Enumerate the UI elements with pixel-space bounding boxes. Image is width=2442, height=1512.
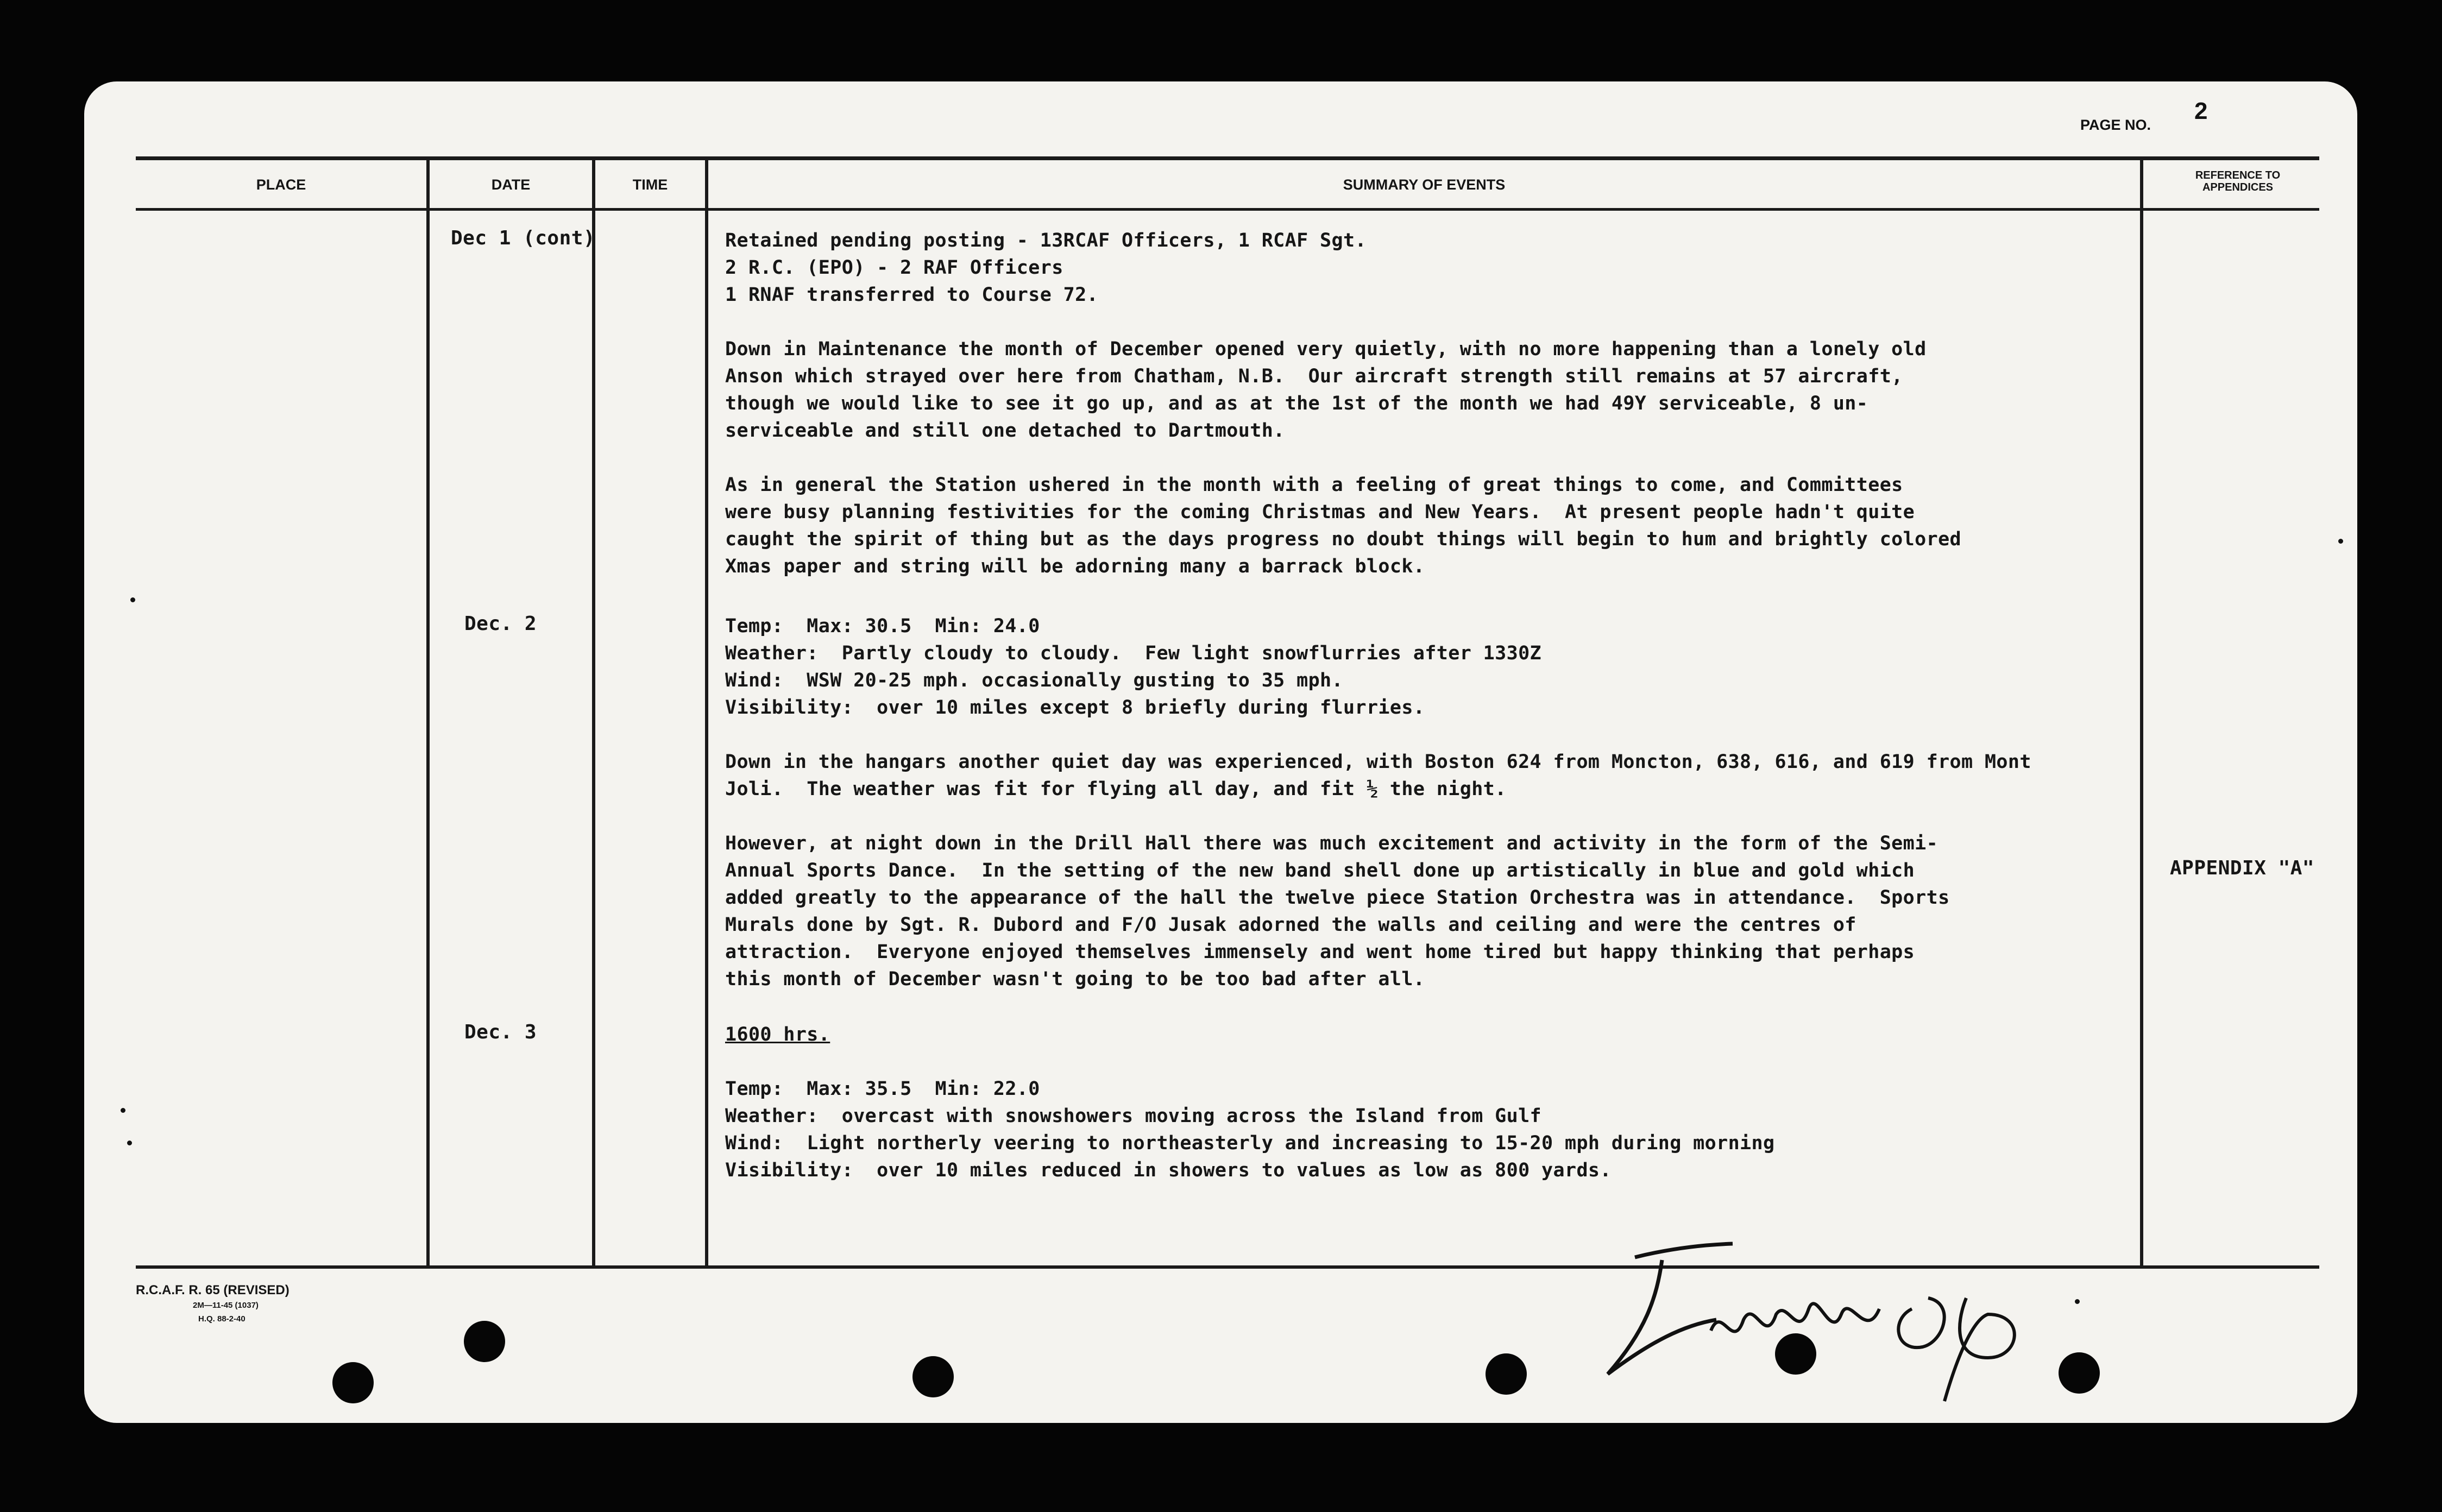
punch-hole <box>1486 1353 1527 1395</box>
summary-line <box>725 721 2164 748</box>
entry-summary <box>725 613 2164 993</box>
blank-line <box>725 1048 2164 1075</box>
signature <box>1575 1238 2118 1423</box>
entry-date: Dec 1 (cont) <box>451 227 596 249</box>
summary-line: Visibility: over 10 miles reduced in showers to values as low as 800 yards. <box>725 1160 1612 1181</box>
speck <box>130 597 135 602</box>
header-rule <box>136 208 2319 211</box>
summary-line: though we would like to see it go up, and as at the 1st of the month we had 49Y serviceable, 8 un- <box>725 393 1868 414</box>
speck <box>2338 539 2343 544</box>
punch-hole <box>2059 1352 2100 1394</box>
page-no-value: 2 <box>2194 98 2208 124</box>
summary-line: serviceable and still one detached to Dartmouth. <box>725 420 1285 442</box>
appendix-reference: APPENDIX "A" <box>2170 857 2315 879</box>
summary-line: Retained pending posting - 13RCAF Officers, 1 RCAF Sgt. <box>725 230 1367 251</box>
top-rule <box>136 156 2319 160</box>
summary-line: attraction. Everyone enjoyed themselves immensely and went home tired but happy thinking that perhaps <box>725 941 1915 963</box>
entry-date: Dec. 2 <box>464 613 537 635</box>
summary-line: However, at night down in the Drill Hall there was much excitement and activity in the form of the Semi- <box>725 833 1939 854</box>
col-divider-place <box>426 159 430 1267</box>
summary-line: this month of December wasn't going to be too bad after all. <box>725 968 1425 990</box>
summary-line: Murals done by Sgt. R. Dubord and F/O Jusak adorned the walls and ceiling and were the centres of <box>725 914 1856 936</box>
time-heading: 1600 hrs. <box>725 1024 830 1045</box>
summary-line: added greatly to the appearance of the hall the twelve piece Station Orchestra was in attendance. Sports <box>725 887 1950 909</box>
speck <box>127 1141 132 1145</box>
summary-line: Weather: overcast with snowshowers moving across the Island from Gulf <box>725 1105 1542 1127</box>
summary-line <box>725 308 2164 336</box>
punch-hole <box>332 1362 374 1403</box>
punch-hole <box>1775 1333 1816 1375</box>
entry-summary <box>725 227 2164 580</box>
speck <box>2075 1299 2080 1304</box>
header-date: DATE <box>491 177 531 193</box>
summary-line <box>725 803 2164 830</box>
header-summary: SUMMARY OF EVENTS <box>1343 177 1506 193</box>
header-place: PLACE <box>256 177 306 193</box>
summary-line: caught the spirit of thing but as the days progress no doubt things will begin to hum and brightly colored <box>725 528 1962 550</box>
form-number: R.C.A.F. R. 65 (REVISED) <box>136 1283 289 1297</box>
summary-line: Temp: Max: 30.5 Min: 24.0 <box>725 615 1040 637</box>
summary-line: Joli. The weather was fit for flying all day, and fit ½ the night. <box>725 778 1507 800</box>
page-no-label: PAGE NO. <box>2080 117 2151 133</box>
col-divider-time <box>705 159 708 1267</box>
punch-hole <box>464 1321 505 1362</box>
form-print-code: 2M—11-45 (1037) <box>193 1301 259 1310</box>
summary-line: Anson which strayed over here from Chatham, N.B. Our aircraft strength still remains at 57 aircraft, <box>725 366 1903 387</box>
summary-line <box>725 444 2164 471</box>
summary-line: As in general the Station ushered in the month with a feeling of great things to come, and Committees <box>725 474 1903 496</box>
entry-summary <box>725 1021 2164 1184</box>
entry-date: Dec. 3 <box>464 1021 537 1043</box>
summary-line: Down in the hangars another quiet day was experienced, with Boston 624 from Moncton, 638, 616, and 619 from Mont <box>725 751 2031 773</box>
summary-line: Weather: Partly cloudy to cloudy. Few light snowflurries after 1330Z <box>725 642 1542 664</box>
summary-line: were busy planning festivities for the coming Christmas and New Years. At present people hadn't quite <box>725 501 1915 523</box>
summary-line: Wind: WSW 20-25 mph. occasionally gusting to 35 mph. <box>725 670 1344 691</box>
summary-line: Down in Maintenance the month of December opened very quietly, with no more happening than a lonely old <box>725 338 1927 360</box>
summary-line: 1 RNAF transferred to Course 72. <box>725 284 1099 306</box>
summary-line: Annual Sports Dance. In the setting of the new band shell done up artistically in blue and gold which <box>725 860 1915 881</box>
header-time: TIME <box>632 177 668 193</box>
summary-line: Temp: Max: 35.5 Min: 22.0 <box>725 1078 1040 1100</box>
speck <box>121 1108 125 1113</box>
punch-hole <box>912 1356 954 1397</box>
form-hq-code: H.Q. 88-2-40 <box>198 1314 246 1324</box>
col-divider-date <box>592 159 595 1267</box>
summary-line: Visibility: over 10 miles except 8 briefly during flurries. <box>725 697 1425 719</box>
summary-line: 2 R.C. (EPO) - 2 RAF Officers <box>725 257 1063 279</box>
header-reference: REFERENCE TO APPENDICES <box>2195 169 2281 193</box>
summary-line: Wind: Light northerly veering to northeasterly and increasing to 15-20 mph during morning <box>725 1132 1775 1154</box>
summary-line: Xmas paper and string will be adorning many a barrack block. <box>725 556 1425 577</box>
